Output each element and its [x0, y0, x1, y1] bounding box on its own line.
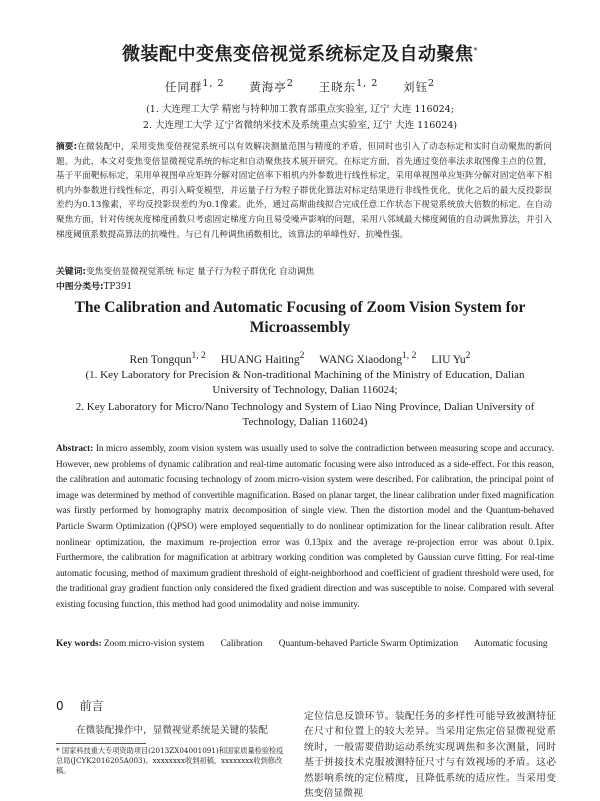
english-affiliation-2: 2. Key Laboratory for Micro/Nano Technology and System of Liao Ning Province, Dalian University of Technology, Dalian 116024) — [75, 401, 535, 428]
keyword-4: Automatic focusing — [473, 639, 548, 649]
section-title: 前言 — [79, 699, 104, 713]
author-cn-4: 刘钰$^2$ — [403, 78, 436, 94]
author-en-4: LIU Yu$^2$ — [431, 350, 471, 366]
english-authors — [0, 350, 600, 366]
english-abstract-label: Abstract: — [56, 443, 94, 453]
chinese-authors — [0, 78, 600, 95]
chinese-keywords-label: 关键词: — [56, 267, 86, 277]
footnote: * 国家科技重大专项资助项目(2013ZX04001091)和国家质量检验检疫总局(JCYK2016205A003)。xxxxxxxx收到初稿，xxxxxxxx收到修改稿。 — [56, 746, 284, 775]
chinese-affiliation-2: 2. 大连理工大学 辽宁省微纳米技术及系统重点实验室, 辽宁 大连 116024) — [142, 120, 458, 131]
footnote-divider — [56, 743, 146, 744]
chinese-abstract — [56, 140, 552, 242]
english-affiliation-1: (1. Key Laboratory for Precision & Non-traditional Machining of the Ministry of Education, Dalian University of Technology, Dalian 116024; — [85, 369, 525, 396]
chinese-clc — [56, 279, 552, 292]
body-left-column: 在微装配操作中，显微视觉系统是关键的装配 — [76, 725, 268, 736]
english-keywords-label: Key words: — [56, 639, 102, 649]
chinese-clc-label: 中图分类号: — [56, 282, 104, 292]
author-en-3: WANG Xiaodong$^{1, 2}$ — [319, 350, 417, 366]
author-en-1: Ren Tongqun$^{1, 2}$ — [129, 350, 206, 366]
body-right-column: 定位信息反馈环节。装配任务的多样性可能导致被测特征在尺寸和位置上的较大差异。当采用定焦定倍显微视觉系统时，一般需要借助运动系统实现调焦和多次测量，同时基于拼接技术克服被测特征尺寸与有效视场的矛盾。这必然影响系统的定位精度，且降低系统的适应性。当采用变焦变倍显微视 — [304, 711, 556, 800]
english-keywords — [56, 639, 556, 649]
title-footnote-mark: * — [473, 46, 478, 55]
chinese-title-text: 微装配中变焦变倍视觉系统标定及自动聚焦 — [122, 44, 474, 65]
chinese-abstract-label: 摘要: — [56, 142, 78, 152]
keyword-2: Calibration — [220, 639, 263, 649]
english-abstract — [56, 441, 554, 613]
author-cn-1: 任同群$^{1, 2}$ — [164, 78, 225, 94]
english-abstract-text: In micro assembly, zoom vision system was usually used to solve the contradiction between measuring scope and accuracy. However, new problems of dynamic calibration and real-time automatic focusing were also introduced as a side-effect. For this reason, the calibration and automatic focusing technology of zoom micro-vision system were described. For calibration, the principal point of image was determined by method of convertible magnification. Based on planar target, the linear calibration under fixed magnification was firstly performed by homography matrix decomposition of single view. Then the distortion model and the Quantum-behaved Particle Swarm Optimization (QPSO) were employed sequentially to do nonlinear optimization for the linear calibration result. After nonlinear optimization, the maximum re-projection error was 0.13pix and the average re-projection error was about 0.1pix. Furthermore, the calibration for magnification at arbitrary working condition was completed by Gaussian curve fitting. For real-time automatic focusing, method of maximum gradient threshold of eight-neighborhood and coefficient of gradient threshold were used, for the traditional gray gradient function only considered the fixed gradient direction and was susceptible to noise. Compared with several existing focusing function, this method had good unimodality and noise immunity. — [56, 443, 554, 609]
section-heading — [56, 697, 104, 714]
author-cn-2: 黄海亭$^2$ — [249, 78, 294, 94]
author-en-2: HUANG Haiting$^2$ — [220, 350, 305, 366]
keyword-1: Zoom micro-vision system — [104, 639, 205, 649]
chinese-clc-value: TP391 — [103, 282, 133, 292]
author-cn-3: 王晓东$^{1, 2}$ — [318, 78, 379, 94]
chinese-affiliation-1: (1. 大连理工大学 精密与特种加工教育部重点实验室, 辽宁 大连 116024; — [146, 104, 454, 115]
chinese-abstract-text: 在微装配中，采用变焦变倍视觉系统可以有效解决测量范围与精度的矛盾，但同时也引入了动态标定和实时自动聚焦的新问题。为此，本文对变焦变倍显微视觉系统的标定和自动聚焦技术展开研究。在标定方面，首先通过变倍率法求取图像主点的位置，基于平面靶标标定，采用单视图单应矩阵分解对固定倍率下相机内外参数进行线性标定，采用单视图单应矩阵分解对固定倍率下相机内外参数进行线性标定，再引入畸变模型，并运量子行为粒子群优化算法对标定结果进行非线性优化，优化之后的最大反投影误差约为0.13像素，平均反投影误差约为0.1像素。此外，通过高斯曲线拟合完成任意工作状态下视觉系统放大倍数的标定。在自动聚焦方面，针对传统灰度梯度函数只考虑固定梯度方向且易受噪声影响的问题，采用八邻域最大梯度阈值的自动调焦算法，并引入梯度阈值系数提高算法的抗噪性。与已有几种调焦函数相比，该算法的单峰性好、抗噪性强。 — [56, 142, 552, 240]
section-number: 0 — [56, 699, 64, 713]
chinese-keywords — [56, 264, 552, 277]
chinese-keywords-text: 变焦变倍显微视觉系统 标定 量子行为粒子群优化 自动调焦 — [85, 267, 315, 277]
english-title: The Calibration and Automatic Focusing of Zoom Vision System for Microassembly — [74, 299, 526, 336]
keyword-3: Quantum-behaved Particle Swarm Optimization — [278, 639, 459, 649]
chinese-title — [0, 40, 600, 66]
